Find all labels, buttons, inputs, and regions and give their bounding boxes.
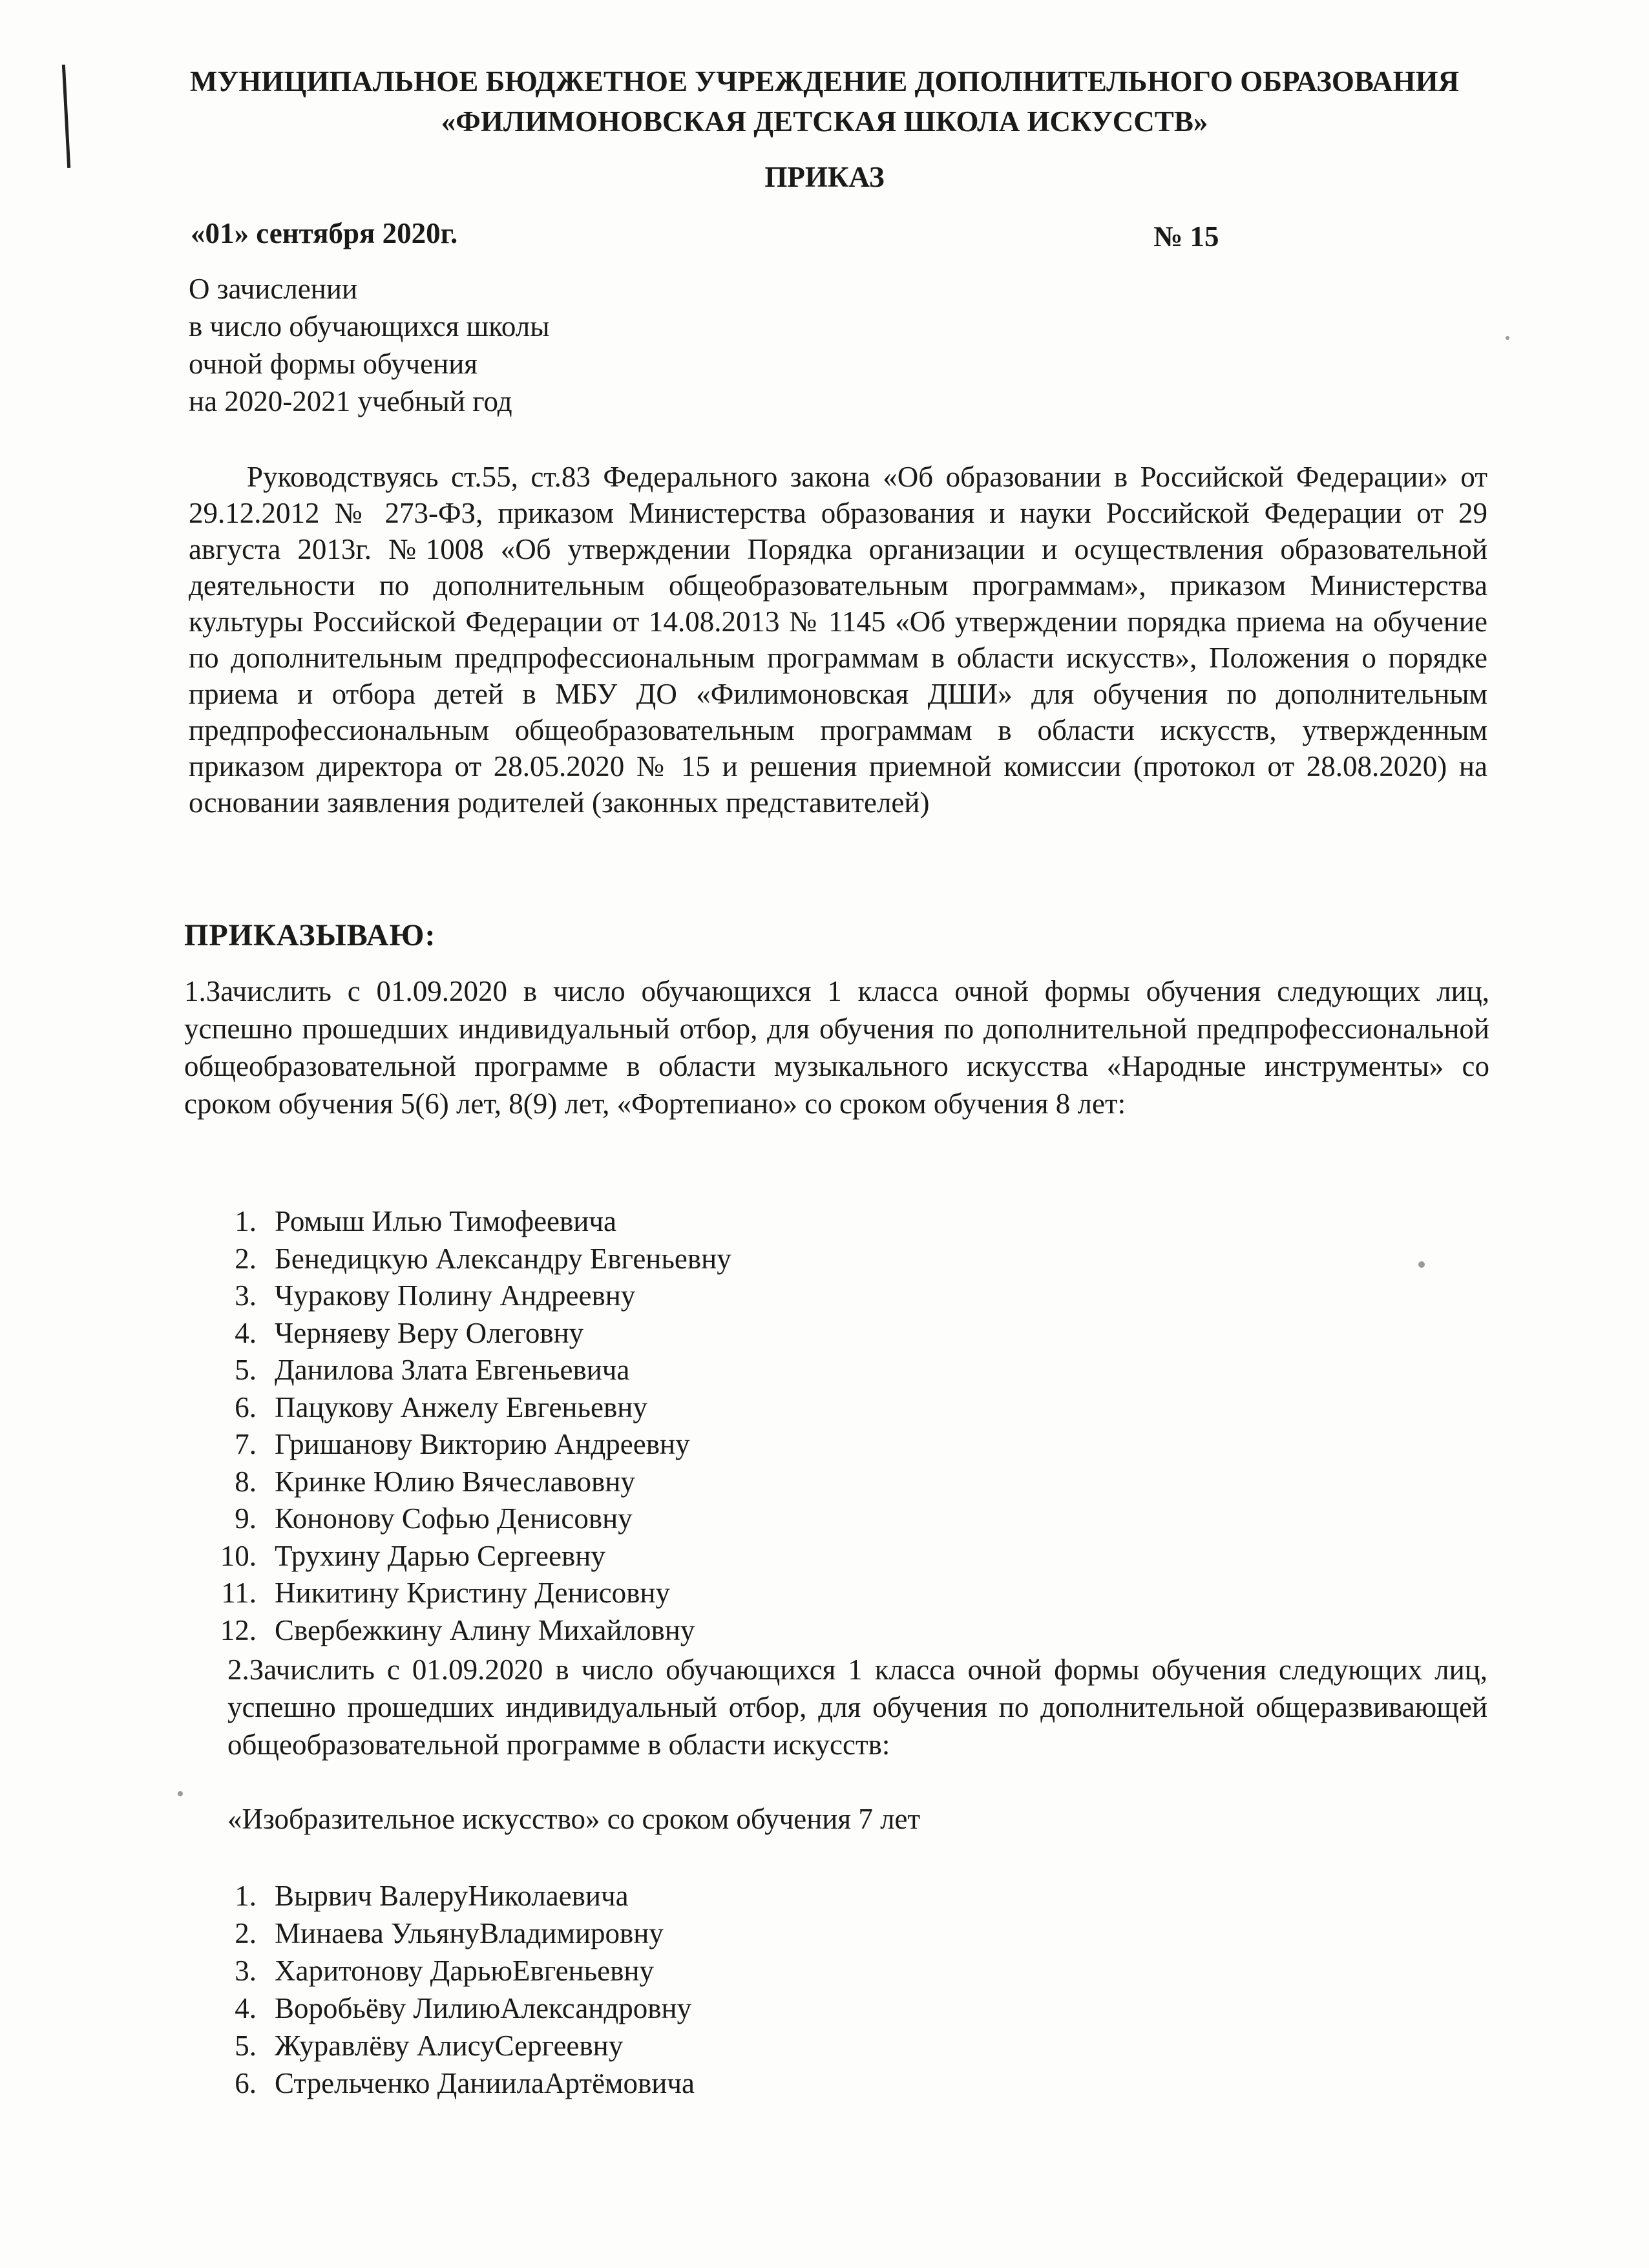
list-item	[220, 1612, 731, 1650]
preamble-paragraph: Руководствуясь ст.55, ст.83 Федерального закона «Об образовании в Российской Федерации» от 29.12.2012 № 273-ФЗ, приказом Министерства образования и науки Российской Федерации от 29 августа 2013г. №1008 «Об утверждении Порядка организации и осуществления образовательной деятельности по дополнительным общеобразовательным программам», приказом Министерства культуры Российской Федерации от 14.08.2013 № 1145 «Об утверждении порядка приема на обучение по дополнительным предпрофессиональным программам в области искусств», Положения о порядке приема и отбора детей в МБУ ДО «Филимоновская ДШИ» для обучения по дополнительным предпрофессиональным общеобразовательным программам в области искусств, утвержденным приказом директора от 28.05.2020 № 15 и решения приемной комиссии (протокол от 28.08.2020) на основании заявления родителей (законных представителей)	[189, 461, 1487, 819]
student-name: Воробьёву ЛилиюАлександровну	[275, 1992, 692, 2024]
scan-speck	[1506, 336, 1509, 340]
list-item	[220, 1426, 731, 1464]
student-name: Пацукову Анжелу Евгеньевну	[275, 1391, 647, 1423]
list-item	[220, 1877, 695, 1915]
list-item	[220, 1538, 731, 1575]
item-number: 10.	[220, 1539, 257, 1572]
item-number: 2.	[235, 1242, 257, 1275]
organization-name-line2: «ФИЛИМОНОВСКАЯ ДЕТСКАЯ ШКОЛА ИСКУССТВ»	[441, 105, 1208, 138]
organization-name-line1: МУНИЦИПАЛЬНОЕ БЮДЖЕТНОЕ УЧРЕЖДЕНИЕ ДОПОЛНИТЕЛЬНОГО ОБРАЗОВАНИЯ	[189, 65, 1460, 98]
student-name: Минаева УльянуВладимировну	[275, 1917, 664, 1949]
list-item	[220, 1389, 731, 1427]
list-item	[220, 2064, 695, 2102]
subject-line: в число обучающихся школы	[189, 310, 550, 342]
list-item	[220, 1277, 731, 1315]
item-number: 11.	[221, 1577, 257, 1609]
student-name: Бенедицкую Александру Евгеньевну	[275, 1242, 731, 1275]
list-item	[220, 1500, 731, 1538]
student-name: Черняеву Веру Олеговну	[275, 1316, 584, 1349]
student-name: Кононову Софью Денисовну	[275, 1502, 633, 1535]
order-number: № 15	[1153, 220, 1219, 253]
item-number: 1.	[235, 1880, 257, 1912]
list-item	[220, 1464, 731, 1501]
student-name: Трухину Дарью Сергеевну	[275, 1539, 605, 1572]
list-item	[220, 1241, 731, 1278]
enrollment-list-art	[220, 1877, 695, 2102]
item-number: 7.	[235, 1428, 257, 1460]
subject-line: на 2020-2021 учебный год	[189, 385, 512, 417]
student-name: Ромыш Илью Тимофеевича	[275, 1205, 616, 1237]
list-item	[220, 1203, 731, 1241]
scan-speck	[178, 1791, 183, 1796]
list-item	[220, 1352, 731, 1389]
student-name: Вырвич ВалеруНиколаевича	[275, 1880, 629, 1912]
item-number: 12.	[220, 1613, 257, 1646]
clause-2-paragraph: 2.Зачислить с 01.09.2020 в число обучающихся 1 класса очной формы обучения следующих лиц, успешно прошедших индивидуальный отбор, для обучения по дополнительной общеразвивающей общеобразовательной программе в области искусств:	[227, 1654, 1487, 1761]
order-heading: ПРИКАЗЫВАЮ:	[184, 918, 436, 952]
list-item	[220, 1952, 695, 1990]
subject-line: очной формы обучения	[189, 348, 478, 380]
student-name: Чуракову Полину Андреевну	[275, 1279, 636, 1312]
list-item	[220, 1915, 695, 1952]
list-item	[220, 1575, 731, 1612]
item-number: 3.	[235, 1279, 257, 1312]
list-item	[220, 2027, 695, 2064]
student-name: Журавлёву АлисуСергеевну	[275, 2030, 624, 2062]
student-name: Кринке Юлию Вячеславовну	[275, 1465, 635, 1498]
order-subject	[189, 270, 549, 420]
student-name: Харитонову ДарьюЕвгеньевну	[275, 1955, 654, 1987]
item-number: 1.	[235, 1205, 257, 1237]
item-number: 5.	[235, 1354, 257, 1386]
item-number: 6.	[235, 2067, 257, 2099]
item-number: 8.	[235, 1465, 257, 1498]
organization-header	[0, 61, 1649, 142]
subject-line: О зачислении	[189, 273, 358, 305]
student-name: Данилова Злата Евгеньевича	[275, 1354, 630, 1386]
item-number: 3.	[235, 1955, 257, 1987]
item-number: 9.	[235, 1502, 257, 1535]
item-number: 6.	[235, 1391, 257, 1423]
clause-2-program: «Изобразительное искусство» со сроком обучения 7 лет	[227, 1803, 921, 1835]
item-number: 4.	[235, 1316, 257, 1349]
enrollment-list-music	[220, 1203, 731, 1649]
list-item	[220, 1990, 695, 2027]
student-name: Свербежкину Алину Михайловну	[275, 1613, 695, 1646]
clause-1-paragraph: 1.Зачислить с 01.09.2020 в число обучающихся 1 класса очной формы обучения следующих лиц, успешно прошедших индивидуальный отбор, для обучения по дополнительной предпрофессиональной общеобразовательной программе в области музыкального искусства «Народные инструменты» со сроком обучения 5(6) лет, 8(9) лет, «Фортепиано» со сроком обучения 8 лет:	[184, 975, 1489, 1120]
order-date: «01» сентября 2020г.	[191, 217, 458, 249]
student-name: Гришанову Викторию Андреевну	[275, 1428, 690, 1460]
list-item	[220, 1315, 731, 1352]
document-title: ПРИКАЗ	[764, 161, 885, 193]
student-name: Никитину Кристину Денисовну	[275, 1577, 670, 1609]
item-number: 4.	[235, 1992, 257, 2024]
item-number: 5.	[235, 2030, 257, 2062]
scan-speck	[1418, 1261, 1425, 1268]
student-name: Стрельченко ДаниилаАртёмовича	[275, 2067, 695, 2099]
item-number: 2.	[235, 1917, 257, 1949]
